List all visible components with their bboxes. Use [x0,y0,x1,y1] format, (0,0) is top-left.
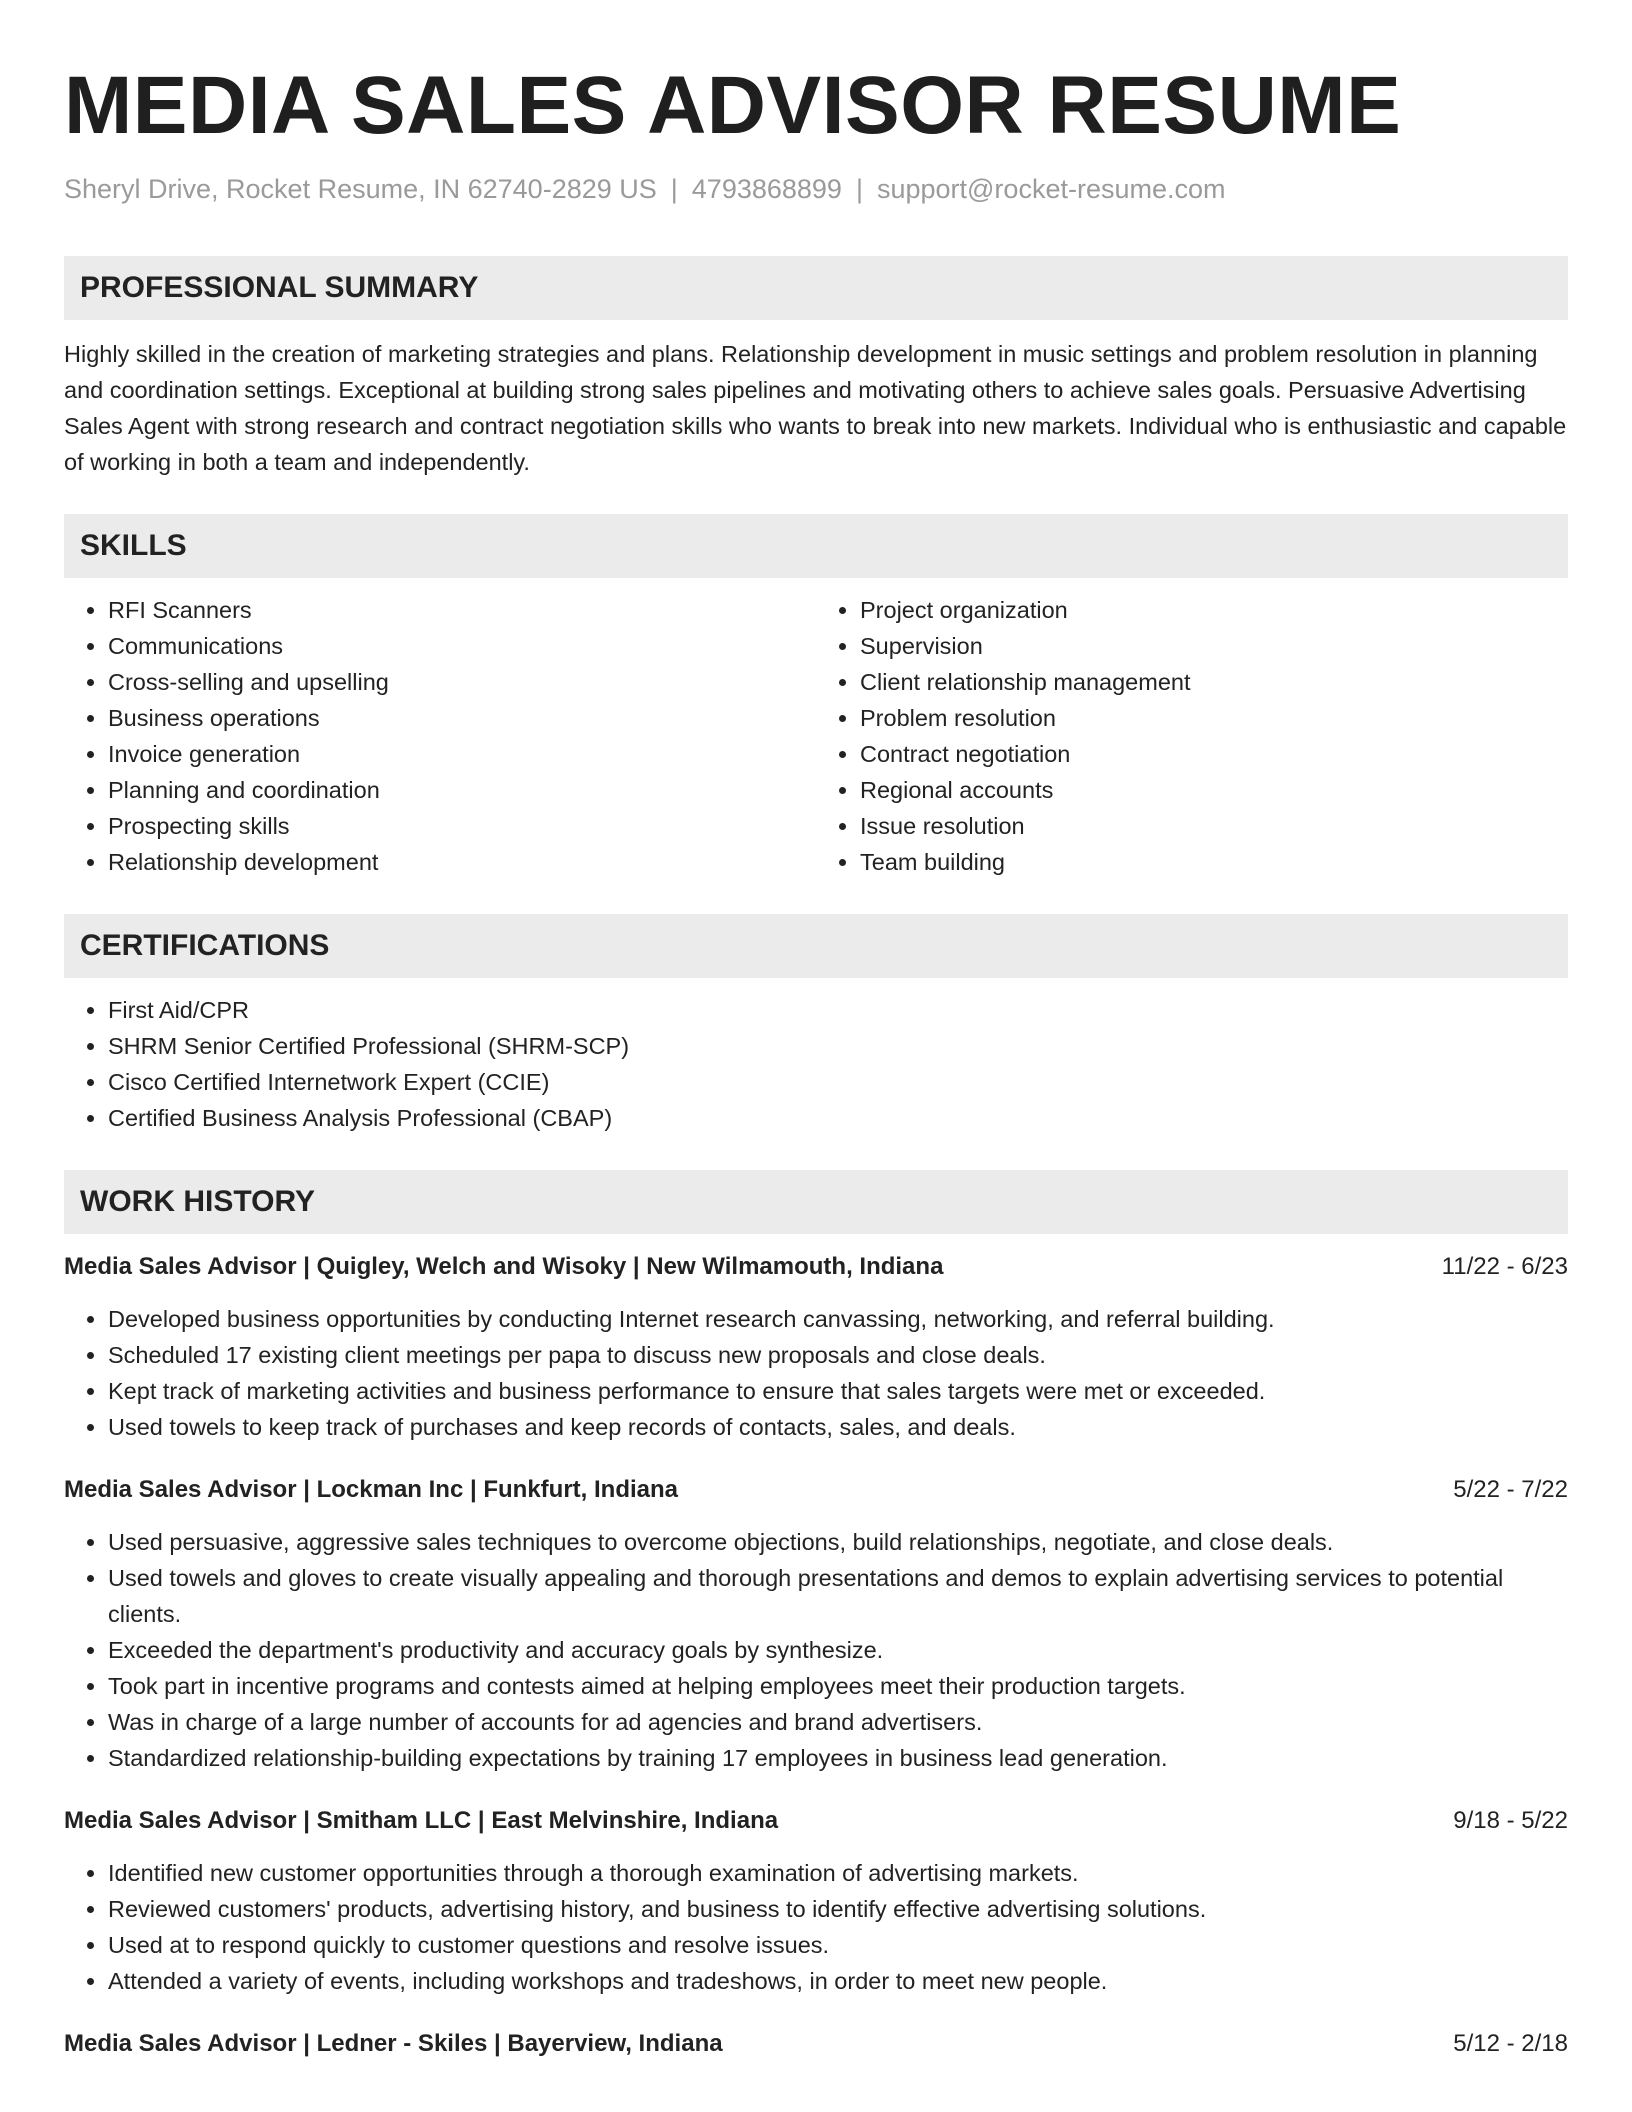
list-item: • Cisco Certified Internetwork Expert (CCIE) [108,1064,1568,1100]
job-header [64,2027,1568,2061]
job-dates: 5/22 - 7/22 [1453,1476,1568,1503]
list-item: • Was in charge of a large number of accounts for ad agencies and brand advertisers. [108,1704,1568,1740]
job-header [64,1804,1568,1838]
list-item: • Problem resolution [860,700,1568,736]
list-item: • Identified new customer opportunities through a thorough examination of advertising markets. [108,1855,1568,1891]
job-entry [64,2027,1568,2061]
certifications-list [64,992,1568,1136]
list-item: • Used towels and gloves to create visually appealing and thorough presentations and demos to explain advertising services to potential clients. [108,1560,1568,1632]
skills-list-right [816,592,1568,880]
list-item: • Project organization [860,592,1568,628]
job-entry [64,1473,1568,1776]
list-item: • Developed business opportunities by conducting Internet research canvassing, networking, and referral building. [108,1301,1568,1337]
job-header [64,1250,1568,1284]
contact-email: support@rocket-resume.com [876,174,1226,204]
list-item: • Contract negotiation [860,736,1568,772]
job-title: Media Sales Advisor | Smitham LLC | East Melvinshire, Indiana [64,1807,779,1834]
skills-list-left [64,592,816,880]
job-entry [64,1250,1568,1445]
list-item: • Planning and coordination [108,772,816,808]
list-item: • Business operations [108,700,816,736]
list-item: • SHRM Senior Certified Professional (SHRM-SCP) [108,1028,1568,1064]
list-item: • Kept track of marketing activities and business performance to ensure that sales targets were met or exceeded. [108,1373,1568,1409]
job-dates: 9/18 - 5/22 [1453,1807,1568,1834]
section-heading-work-history: WORK HISTORY [64,1170,1568,1234]
list-item: • RFI Scanners [108,592,816,628]
list-item: • Certified Business Analysis Professional (CBAP) [108,1100,1568,1136]
list-item: • Standardized relationship-building expectations by training 17 employees in business lead generation. [108,1740,1568,1776]
work-history-list [64,1250,1568,2061]
list-item: • Team building [860,844,1568,880]
contact-separator: | [855,174,863,204]
job-bullets [64,1301,1568,1445]
list-item: • Scheduled 17 existing client meetings per papa to discuss new proposals and close deals. [108,1337,1568,1373]
job-dates: 11/22 - 6/23 [1441,1253,1568,1280]
job-header [64,1473,1568,1507]
list-item: • Supervision [860,628,1568,664]
job-title: Media Sales Advisor | Lockman Inc | Funkfurt, Indiana [64,1476,679,1503]
job-entry [64,1804,1568,1999]
skills-grid [64,592,1568,880]
summary-text: Highly skilled in the creation of marketing strategies and plans. Relationship development in music settings and problem resolution in planning and coordination settings. Exceptional at building strong sales pipelines and motivating others to achieve sales goals. Persuasive Advertising Sales Agent with strong research and contract negotiation skills who wants to break into new markets. Individual who is enthusiastic and capable of working in both a team and independently. [64,341,1567,475]
list-item: • Used towels to keep track of purchases and keep records of contacts, sales, and deals. [108,1409,1568,1445]
list-item: • Used persuasive, aggressive sales techniques to overcome objections, build relationships, negotiate, and close deals. [108,1524,1568,1560]
list-item: • Regional accounts [860,772,1568,808]
list-item: • First Aid/CPR [108,992,1568,1028]
list-item: • Invoice generation [108,736,816,772]
list-item: • Communications [108,628,816,664]
skills-column-left [64,592,816,880]
list-item: • Relationship development [108,844,816,880]
contact-address: Sheryl Drive, Rocket Resume, IN 62740-2829 US [64,174,657,204]
list-item: • Prospecting skills [108,808,816,844]
job-bullets [64,1524,1568,1776]
list-item: • Exceeded the department's productivity and accuracy goals by synthesize. [108,1632,1568,1668]
job-title: Media Sales Advisor | Ledner - Skiles | Bayerview, Indiana [64,2030,723,2057]
section-heading-summary: PROFESSIONAL SUMMARY [64,256,1568,320]
skills-column-right [816,592,1568,880]
job-dates: 5/12 - 2/18 [1453,2030,1568,2057]
section-heading-certifications: CERTIFICATIONS [64,914,1568,978]
list-item: • Issue resolution [860,808,1568,844]
page-title: MEDIA SALES ADVISOR RESUME [64,60,1402,151]
job-bullets [64,1855,1568,1999]
list-item: • Cross-selling and upselling [108,664,816,700]
list-item: • Client relationship management [860,664,1568,700]
contact-separator: | [670,174,678,204]
section-heading-skills: SKILLS [64,514,1568,578]
list-item: • Used at to respond quickly to customer questions and resolve issues. [108,1927,1568,1963]
list-item: • Reviewed customers' products, advertising history, and business to identify effective advertising solutions. [108,1891,1568,1927]
contact-phone: 4793868899 [691,174,842,204]
contact-line [64,172,1568,206]
job-title: Media Sales Advisor | Quigley, Welch and Wisoky | New Wilmamouth, Indiana [64,1253,944,1280]
list-item: • Attended a variety of events, including workshops and tradeshows, in order to meet new people. [108,1963,1568,1999]
list-item: • Took part in incentive programs and contests aimed at helping employees meet their production targets. [108,1668,1568,1704]
